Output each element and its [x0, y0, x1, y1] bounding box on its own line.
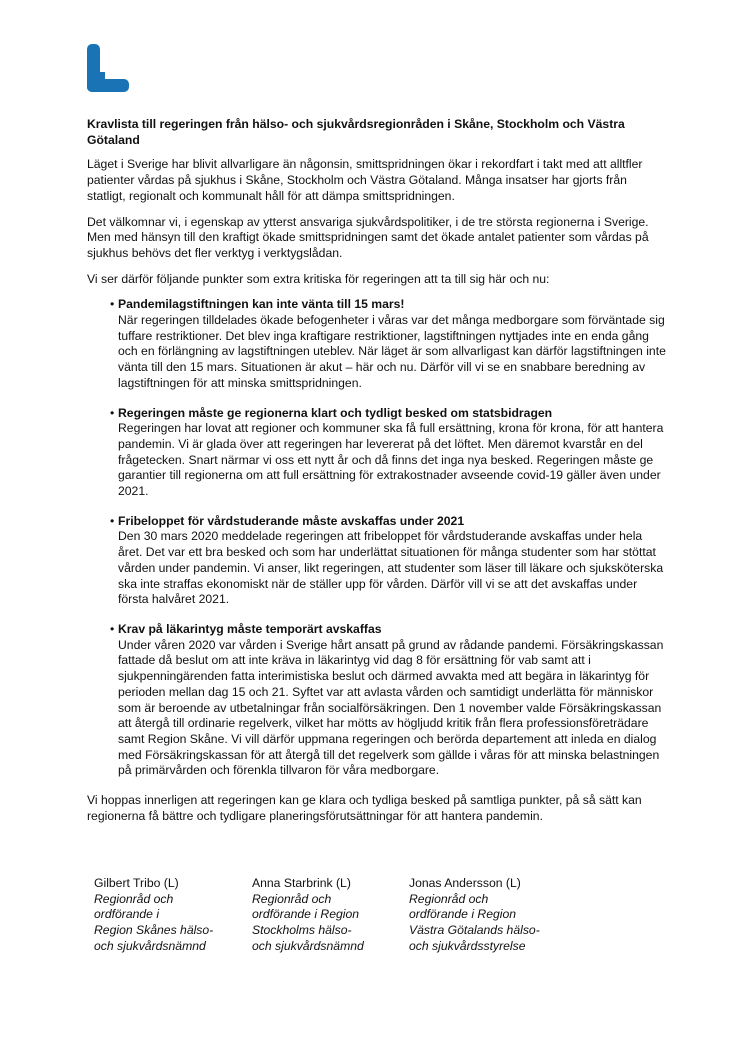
signatory-name: Jonas Andersson (L) [409, 876, 521, 890]
signatory-role-line: och sjukvårdsnämnd [94, 938, 206, 953]
list-item [87, 622, 667, 779]
signatory-role-line: Stockholms hälso- [252, 923, 352, 938]
signatory-role-line: ordförande i Region [252, 907, 360, 922]
bullet-icon: • [110, 297, 115, 312]
signatory-role-line: ordförande i [94, 907, 160, 922]
signatory-role-line: Region Skånes hälso- [94, 923, 214, 938]
list-item [87, 297, 667, 391]
signatory-role-line: Regionråd och [252, 891, 332, 906]
signatory-name: Gilbert Tribo (L) [94, 876, 179, 890]
liberalerna-logo [87, 44, 129, 92]
point-heading: Regeringen måste ge regionerna klart och tydligt besked om statsbidragen [118, 405, 553, 420]
list-item [87, 514, 667, 608]
intro-paragraph: Vi ser därför följande punkter som extra kritiska för regeringen att ta till sig här och nu: [87, 271, 550, 286]
signatory [409, 876, 579, 955]
signatory-role-line: ordförande i Region [409, 907, 517, 922]
signatory-role-line: och sjukvårdsstyrelse [409, 938, 526, 953]
point-body: Regeringen har lovat att regioner och kommuner ska få full ersättning, krona för krona, för att hantera pandemin. Vi är glada över att regeringen har levererat på det löftet. Men däremot kvarstår en del frågetecken. Snart närmar vi oss ett nytt år och då finns det inga nya besked. Regeringen måste ge garantier till regionerna om att full ersättning för extrakostnader avseende covid-19 gäller även under 2021. [118, 421, 664, 499]
list-item [87, 406, 667, 500]
demands-list [87, 297, 667, 779]
point-heading: Fribeloppet för vårdstuderande måste avskaffas under 2021 [118, 513, 465, 528]
closing-paragraph: Vi hoppas innerligen att regeringen kan ge klara och tydliga besked på samtliga punkter, på så sätt kan regionerna få bättre och tydligare planeringsförutsättningar för att hantera pandemin. [87, 793, 642, 823]
point-body: Under våren 2020 var vården i Sverige hårt ansatt på grund av rådande pandemi. Försäkringskassan fattade då beslut om att inte kräva in läkarintyg vid dag 8 för ersättning för vab samt att i sjukpenningärenden fatta interimistiska beslut och därmed avvakta med att begära in läkarintyg för perioden mellan dag 15 och 21. Syftet var att avlasta vården och samtidigt underlätta för människor som är beroende av utbetalningar från socialförsäkringen. Den 1 november valde Försäkringskassan att återgå till ordinarie regelverk, vilket har mötts av högljudd kritik från flera professionsföreträdare samt Region Skåne. Vi vill därför uppmana regeringen och berörda departement att inleda en dialog med Försäkringskassan för att återgå till det regelverk som gällde i våras för att minska belastningen på primärvården och förenkla tillvaron för våra medborgare. [118, 637, 664, 778]
signatory [252, 876, 402, 955]
point-body: När regeringen tilldelades ökade befogenheter i våras var det många medborgare som förväntade sig tuffare restriktioner. Det blev inga kraftigare restriktioner, lagstiftningen nyttjades inte en enda gång och en förlängning av lagstiftningen uteblev. När läget är som allvarligast kan därför lagstiftningen inte vänta till den 15 mars. Situationen är akut – här och nu. Därför vill vi se en snabbare beredning av lagstiftningen för att minska smittspridningen. [118, 313, 666, 390]
point-heading: Pandemilagstiftningen kan inte vänta till 15 mars! [118, 297, 405, 312]
signatory-role-line: Regionråd och [409, 891, 489, 906]
signatory-name: Anna Starbrink (L) [252, 876, 351, 890]
document-title: Kravlista till regeringen från hälso- och sjukvårdsregionråden i Skåne, Stockholm och Västra Götaland [87, 117, 625, 147]
bullet-icon: • [110, 405, 115, 420]
bullet-icon: • [110, 621, 115, 636]
bullet-icon: • [110, 513, 115, 528]
signatory-role-line: och sjukvårdsnämnd [252, 938, 364, 953]
intro-paragraph: Läget i Sverige har blivit allvarligare än någonsin, smittspridningen ökar i rekordfart i takt med att alltfler patienter vårdas på sjukhus i Skåne, Stockholm och Västra Götaland. Många insatser har gjorts från statligt, regionalt och kommunalt håll för att dämpa smittspridningen. [87, 157, 643, 203]
point-heading: Krav på läkarintyg måste temporärt avskaffas [118, 621, 382, 636]
document-body [87, 117, 667, 834]
signatory-role-line: Regionråd och [94, 891, 174, 906]
signatory-role-line: Västra Götalands hälso- [409, 923, 540, 938]
intro-paragraph: Det välkomnar vi, i egenskap av ytterst ansvariga sjukvårdspolitiker, i de tre största regionerna i Sverige. Men med hänsyn till den kraftigt ökade smittspridningen samt det ökade antalet patienter som vårdas på sjukhus behövs det fler verktyg i verktygslådan. [87, 214, 649, 260]
point-body: Den 30 mars 2020 meddelade regeringen att fribeloppet för vårdstuderande avskaffas under hela året. Det var ett bra besked och som har underlättat situationen för många studenter som har stöttat vården under pandemin. Vi anser, likt regeringen, att studenter som läser till läkare och sjuksköterska ska inte straffas ekonomiskt när de ställer upp för vården. Därför vill vi se att det avskaffas under första halvåret 2021. [118, 529, 664, 607]
signatory [94, 876, 244, 955]
